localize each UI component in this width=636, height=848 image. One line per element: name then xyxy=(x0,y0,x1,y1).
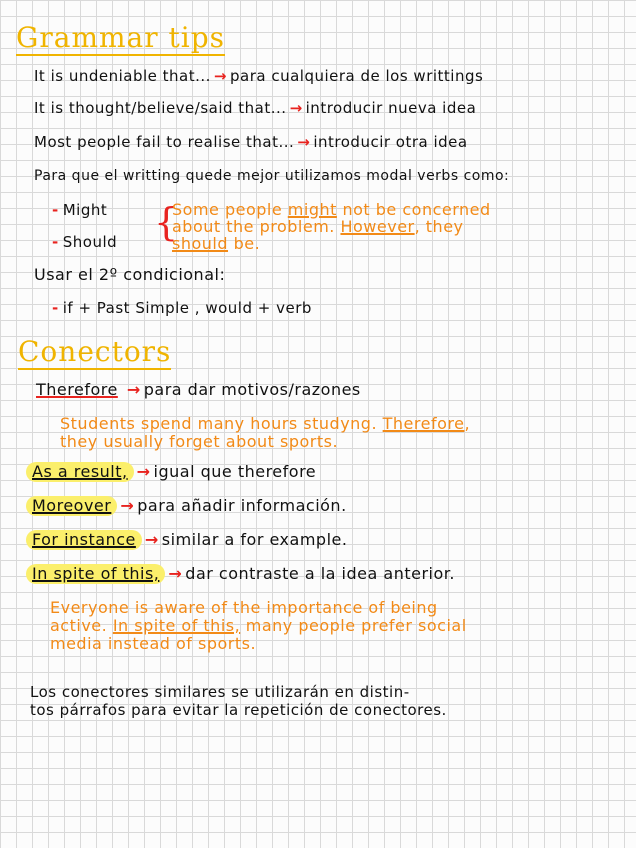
in-spite-example-line-3: media instead of sports. xyxy=(50,634,257,653)
therefore-example-line-1: Students spend many hours studyng. Therefore, xyxy=(60,414,471,433)
conditional-label: Usar el 2º condicional: xyxy=(34,265,226,284)
arrow-icon: → xyxy=(289,99,303,117)
brace-icon: { xyxy=(154,200,179,244)
modal-intro: Para que el writting quede mejor utilizamos modal verbs como: xyxy=(34,168,510,184)
modal-bullet-might: - Might xyxy=(52,201,108,219)
connector-moreover: Moreover → para añadir información. xyxy=(26,496,347,516)
connectors-note-line-1: Los conectores similares se utilizarán en distin- xyxy=(30,683,410,701)
modal-bullet-should: - Should xyxy=(52,233,118,251)
modal-example-line-2: about the problem. However, they xyxy=(172,217,464,236)
grammar-line-2: It is thought/believe/said that... → introducir nueva idea xyxy=(34,99,477,117)
connector-for-instance: For instance → similar a for example. xyxy=(26,530,347,550)
grammar-line-3: Most people fail to realise that... → introducir otra idea xyxy=(34,133,468,151)
therefore-example-line-2: they usually forget about sports. xyxy=(60,432,339,451)
arrow-icon: → xyxy=(144,530,159,549)
connector-therefore: Therefore → para dar motivos/razones xyxy=(36,380,361,399)
connector-in-spite: In spite of this, → dar contraste a la idea anterior. xyxy=(26,564,455,584)
modal-example-line-3: should be. xyxy=(172,234,261,253)
grammar-tips-title: Grammar tips xyxy=(16,21,226,54)
arrow-icon: → xyxy=(213,67,227,85)
arrow-icon: → xyxy=(126,380,141,399)
arrow-icon: → xyxy=(168,564,183,583)
arrow-icon: → xyxy=(136,462,151,481)
in-spite-example-line-1: Everyone is aware of the importance of being xyxy=(50,598,438,617)
arrow-icon: → xyxy=(297,133,311,151)
conditional-formula: - if + Past Simple , would + verb xyxy=(52,299,312,317)
connector-as-a-result: As a result, → igual que therefore xyxy=(26,462,316,482)
in-spite-example-line-2: active. In spite of this, many people prefer social xyxy=(50,616,467,635)
conectors-title: Conectors xyxy=(18,335,172,368)
arrow-icon: → xyxy=(120,496,135,515)
modal-example-line-1: Some people might not be concerned xyxy=(172,200,491,219)
connectors-note-line-2: tos párrafos para evitar la repetición de conectores. xyxy=(30,701,447,719)
grammar-line-1: It is undeniable that... → para cualquiera de los writtings xyxy=(34,67,484,85)
